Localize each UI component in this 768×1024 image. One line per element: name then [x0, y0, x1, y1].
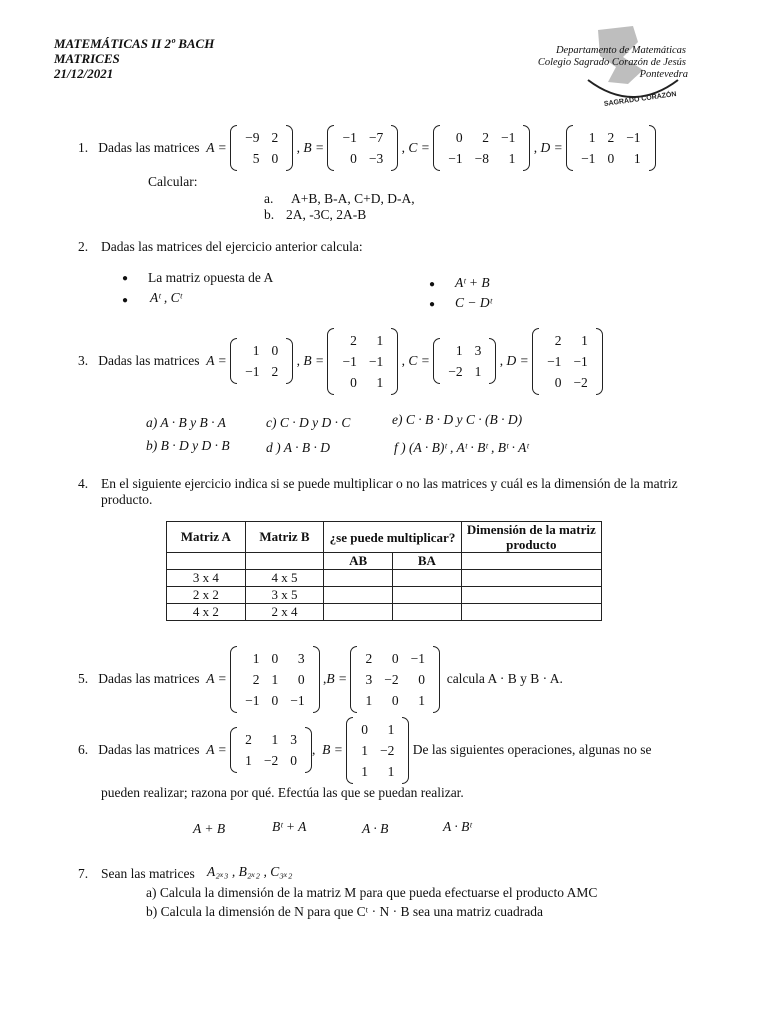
left-parenthesis	[230, 338, 237, 384]
matrix-entry: 2	[482, 130, 489, 145]
matrix-entry: −1	[342, 130, 357, 145]
matrix-entry: 0	[271, 343, 279, 358]
item-a: a) Calcula la dimensión de la matriz M para que pueda efectuarse el producto AMC	[146, 885, 598, 900]
matrix-entry: −2	[263, 753, 279, 768]
table-cell: 4 x 5	[245, 570, 324, 587]
table-cell	[324, 570, 393, 587]
matrix-entry: 3	[474, 343, 482, 358]
operation: A + B	[193, 821, 226, 836]
table-row	[167, 604, 602, 621]
matrix-c	[433, 125, 530, 171]
right-parenthesis	[649, 125, 656, 171]
matrix-entry: 1	[387, 763, 395, 779]
item-d: d ) A · B · D	[266, 440, 330, 455]
list-item: Aᵗ , Cᵗ	[150, 290, 182, 305]
matrix-entry: −8	[474, 151, 489, 166]
matrix-entry: 1	[271, 732, 279, 747]
exercise-intro: Dadas las matrices del ejercicio anterior calcula:	[101, 239, 363, 254]
item-c: c) C · D y D · C	[266, 415, 351, 430]
exercise-number: 1.	[78, 140, 89, 155]
table-cell: 2 x 4	[245, 604, 324, 621]
left-parenthesis	[230, 727, 237, 773]
matrix-entry: 3	[290, 732, 297, 747]
left-parenthesis	[346, 717, 353, 784]
matrix-entry: 2	[245, 732, 252, 747]
table-subheader: AB	[324, 553, 393, 570]
matrix-entry: 2	[271, 130, 279, 145]
table-row	[167, 570, 602, 587]
right-parenthesis	[391, 328, 398, 395]
matrix-entry: 1	[252, 650, 260, 666]
matrix-entry: −1	[342, 353, 357, 369]
table-cell	[393, 587, 462, 604]
matrix-b	[327, 328, 398, 395]
svg-text:SAGRADO CORAZÓN: SAGRADO CORAZÓN	[603, 90, 677, 109]
operation: Bᵗ + A	[272, 819, 307, 834]
topic-title: MATRICES	[54, 51, 120, 66]
matrix-entry: 0	[271, 692, 279, 708]
list-item: Aᵗ + B	[455, 275, 490, 290]
bullet-icon: ●	[429, 279, 436, 290]
matrix-dimensions: A₂ₓ₃ , B₂ₓ₂ , C₃ₓ₂	[207, 864, 293, 879]
matrix-entry: 0	[554, 374, 562, 390]
matrix-entry: 2	[607, 130, 615, 145]
table-header: ¿se puede multiplicar?	[324, 522, 461, 553]
matrix-entry: 1	[474, 364, 482, 379]
table-cell	[245, 553, 324, 570]
matrix-entry: 0	[391, 650, 399, 666]
exercise-tail: calcula A · B y B · A.	[446, 671, 563, 686]
matrix-entry: −1	[573, 353, 588, 369]
matrix-entry: 2	[271, 364, 279, 379]
matrix-entry: 1	[508, 151, 516, 166]
matrix-entry: 0	[391, 692, 399, 708]
exercise-6: 6. Dadas las matrices A = 2 1 3 1 −2 0 , B = 0 1 1 −2 1 1 De las siguientes operaciones, algunas no se	[78, 718, 652, 782]
matrix-entry: −2	[384, 671, 399, 687]
item-f: f ) (A · B)ᵗ , Aᵗ · Bᵗ , Bᵗ · Aᵗ	[394, 440, 529, 455]
item-a: a) A · B y B · A	[146, 415, 226, 430]
matrix-entry: 2	[350, 332, 357, 348]
city-name: Pontevedra	[639, 69, 688, 80]
matrix-a	[230, 125, 293, 171]
matrix-entry: 0	[350, 151, 357, 166]
table-header: Dimensión de la matriz producto	[461, 522, 601, 553]
table-cell: 3 x 4	[167, 570, 246, 587]
matrix-entry: 3	[297, 650, 305, 666]
table-cell	[461, 587, 601, 604]
matrix-entry: 0	[455, 130, 463, 145]
right-parenthesis	[433, 646, 440, 713]
matrix-d	[566, 125, 656, 171]
matrix-entry: 0	[271, 650, 279, 666]
exercise-intro: Dadas las matrices	[98, 671, 200, 686]
matrix-b	[346, 717, 409, 784]
exercise-1: 1. Dadas las matrices A = −9 2 5 0 , B = −1 −7 0 −3 , C = 0 2 −1 −1 −8 1 , D = 1 2 −1 −1 0 1	[78, 126, 656, 170]
item-a-text: A+B, B-A, C+D, D-A,	[291, 191, 415, 206]
right-parenthesis	[286, 125, 293, 171]
exercise-intro: Sean las matrices	[101, 866, 195, 881]
exercise-3: 3. Dadas las matrices A = 1 0 −1 2 , B = 2 1 −1 −1 0 1 , C = 1 3 −2 1 , D = 2 1 −1 −1 0 −2	[78, 329, 603, 393]
right-parenthesis	[313, 646, 320, 713]
matrix-entry: −2	[448, 364, 463, 379]
bullet-icon: ●	[122, 273, 129, 284]
table-cell	[324, 587, 393, 604]
left-parenthesis	[532, 328, 539, 395]
matrix-entry: 1	[455, 343, 463, 358]
operation: A · B	[362, 821, 389, 836]
matrix-entry: 0	[290, 753, 297, 768]
table-cell	[324, 604, 393, 621]
subject-title: MATEMÁTICAS II 2º BACH	[54, 36, 215, 51]
left-parenthesis	[433, 338, 440, 384]
bullet-icon: ●	[122, 295, 129, 306]
exercise-number: 7.	[78, 866, 89, 881]
left-parenthesis	[433, 125, 440, 171]
matrix-d	[532, 328, 603, 395]
table-cell	[461, 570, 601, 587]
right-parenthesis	[305, 727, 312, 773]
table-header: Matriz A	[167, 522, 246, 553]
exercise-number: 5.	[78, 671, 89, 686]
table-cell	[167, 553, 246, 570]
matrix-entry: 1	[245, 753, 252, 768]
exercise-continuation: pueden realizar; razona por qué. Efectúa las que se puedan realizar.	[101, 785, 464, 800]
matrix-entry: 1	[365, 692, 373, 708]
matrix-a	[230, 727, 312, 773]
table-cell	[393, 604, 462, 621]
table-header: Matriz B	[245, 522, 324, 553]
matrix-entry: 0	[297, 671, 305, 687]
exercise-intro: En el siguiente ejercicio indica si se puede multiplicar o no las matrices y cuál es la dimensión de la matriz producto.	[101, 476, 678, 507]
list-item: C − Dᵗ	[455, 295, 492, 310]
matrix-entry: −1	[500, 130, 516, 145]
matrix-a	[230, 338, 293, 384]
matrix-entry: −1	[290, 692, 305, 708]
list-item: La matriz opuesta de A	[148, 270, 274, 285]
matrix-entry: 1	[581, 332, 588, 348]
exercise-number: 6.	[78, 742, 89, 757]
header-date: 21/12/2021	[54, 66, 114, 81]
matrix-entry: 5	[252, 151, 260, 166]
operation: A · Bᵗ	[443, 819, 472, 834]
matrix-entry: 1	[633, 151, 641, 166]
matrix-entry: 1	[418, 692, 425, 708]
exercise-intro: Dadas las matrices	[98, 140, 200, 155]
left-parenthesis	[327, 125, 334, 171]
item-b-label: b.	[264, 207, 275, 222]
table-subheader: BA	[393, 553, 462, 570]
matrix-entry: −2	[379, 742, 395, 758]
matrix-c	[433, 338, 496, 384]
item-b-text: 2A, -3C, 2A-B	[286, 207, 367, 222]
table-cell: 4 x 2	[167, 604, 246, 621]
left-parenthesis	[230, 646, 237, 713]
right-parenthesis	[286, 338, 293, 384]
matrix-entry: −1	[245, 364, 260, 379]
matrix-entry: 0	[361, 721, 368, 737]
matrix-entry: −1	[410, 650, 425, 666]
right-parenthesis	[402, 717, 409, 784]
matrix-entry: 2	[252, 671, 260, 687]
table-row	[167, 587, 602, 604]
matrix-entry: −1	[368, 353, 384, 369]
matrix-entry: −7	[368, 130, 384, 145]
matrix-entry: 1	[252, 343, 260, 358]
left-parenthesis	[327, 328, 334, 395]
right-parenthesis	[596, 328, 603, 395]
matrix-entry: 0	[607, 151, 615, 166]
matrix-entry: 0	[418, 671, 425, 687]
table-cell: 3 x 5	[245, 587, 324, 604]
matrix-entry: 1	[361, 742, 368, 758]
matrix-entry: 2	[365, 650, 373, 666]
dimension-table	[166, 521, 602, 621]
matrix-entry: −3	[368, 151, 384, 166]
matrix-b	[327, 125, 398, 171]
matrix-entry: 1	[588, 130, 596, 145]
item-a-label: a.	[264, 191, 274, 206]
matrix-entry: 1	[271, 671, 279, 687]
left-parenthesis	[350, 646, 357, 713]
exercise-number: 4.	[78, 476, 89, 491]
matrix-entry: 1	[387, 721, 395, 737]
item-e: e) C · B · D y C · (B · D)	[392, 412, 523, 427]
left-parenthesis	[566, 125, 573, 171]
matrix-b	[350, 646, 440, 713]
exercise-tail: De las siguientes operaciones, algunas no se	[412, 742, 652, 757]
matrix-entry: 1	[376, 332, 384, 348]
matrix-entry: −1	[245, 692, 260, 708]
matrix-entry: 0	[350, 374, 357, 390]
right-parenthesis	[523, 125, 530, 171]
matrix-entry: −1	[448, 151, 463, 166]
matrix-entry: −9	[245, 130, 260, 145]
department-name: Departamento de Matemáticas	[555, 45, 686, 56]
exercise-intro: Dadas las matrices	[98, 353, 200, 368]
table-cell	[461, 553, 601, 570]
right-parenthesis	[391, 125, 398, 171]
exercise-number: 3.	[78, 353, 89, 368]
matrix-entry: −1	[547, 353, 562, 369]
calc-label: Calcular:	[148, 174, 198, 189]
matrix-entry: 0	[271, 151, 279, 166]
matrix-entry: 2	[554, 332, 562, 348]
table-cell	[393, 570, 462, 587]
right-parenthesis	[489, 338, 496, 384]
matrix-a	[230, 646, 320, 713]
left-parenthesis	[230, 125, 237, 171]
exercise-intro: Dadas las matrices	[98, 742, 200, 757]
table-cell: 2 x 2	[167, 587, 246, 604]
exercise-5: 5. Dadas las matrices A = 1 0 3 2 1 0 −1 0 −1 , B = 2 0 −1 3 −2 0 1 0 1 calcula A · B y B · A.	[78, 646, 563, 712]
matrix-entry: 3	[365, 671, 373, 687]
matrix-entry: −1	[581, 151, 596, 166]
matrix-entry: 1	[361, 763, 368, 779]
matrix-entry: 1	[376, 374, 384, 390]
matrix-entry: −2	[573, 374, 588, 390]
matrix-entry: −1	[626, 130, 641, 145]
item-b: b) Calcula la dimensión de N para que Cᵗ · N · B sea una matriz cuadrada	[146, 904, 543, 919]
bullet-icon: ●	[429, 299, 436, 310]
school-name: Colegio Sagrado Corazón de Jesús	[537, 57, 686, 68]
item-b: b) B · D y D · B	[146, 438, 230, 453]
exercise-number: 2.	[78, 239, 89, 254]
table-cell	[461, 604, 601, 621]
